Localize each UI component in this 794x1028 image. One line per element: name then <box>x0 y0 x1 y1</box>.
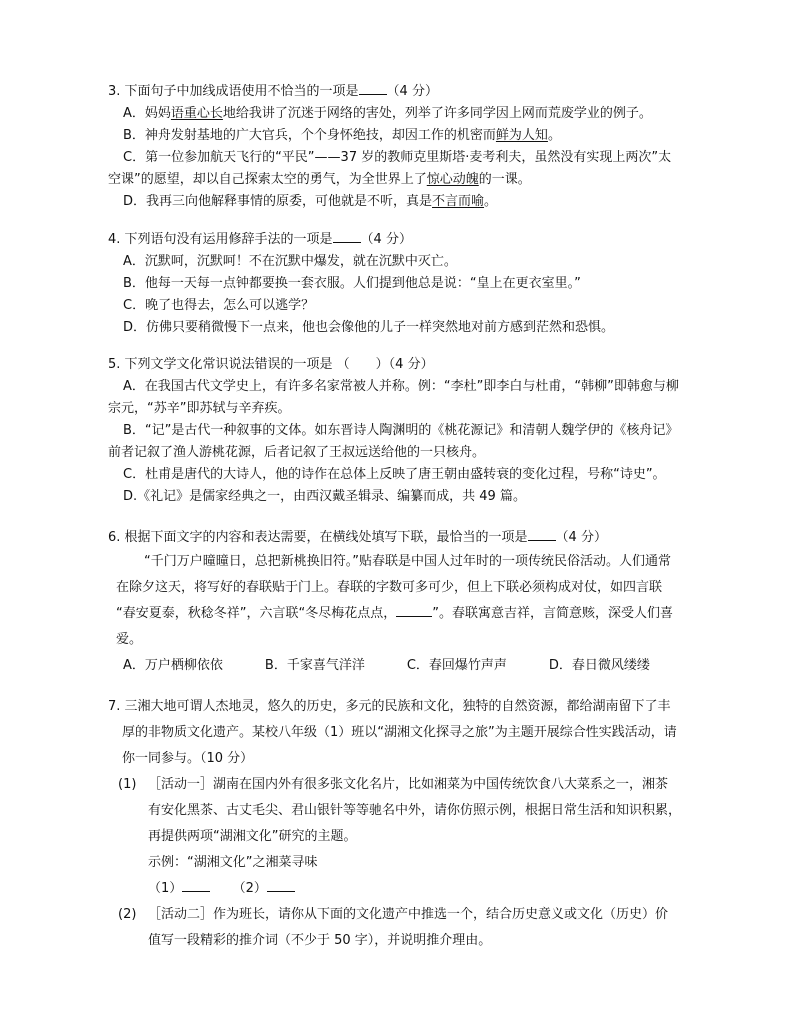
question-3-score: （4 分） <box>386 84 438 99</box>
question-4-stem <box>108 228 708 251</box>
option-c: C．晚了也得去，怎么可以逃学？ <box>123 298 315 313</box>
option-d: D．春日微风缕缕 <box>548 658 650 673</box>
answer-line: （1） （2） <box>148 876 708 902</box>
part-text: ［活动二］作为班长，请你从下面的文化遗产中推选一个，结合历史意义或文化（历史）价 <box>148 907 669 922</box>
option-d: D.《礼记》是儒家经典之一，由西汉戴圣辑录、编纂而成，共 49 篇。 <box>123 489 526 504</box>
option-d: D．仿佛只要稍微慢下一点来，他也会像他的儿子一样突然地对前方感到茫然和恐惧。 <box>123 320 615 335</box>
part-text: 再提供两项“湖湘文化”研究的主题。 <box>148 829 357 844</box>
question-6-text: 6. 根据下面文字的内容和表达需要，在横线处填写下联，最恰当的一项是 <box>108 530 528 545</box>
question-5 <box>108 354 708 508</box>
question-6-stem <box>108 526 708 549</box>
question-3 <box>108 80 708 213</box>
part-text: 有安化黑茶、古丈毛尖、君山银针等等驰名中外，请你仿照示例，根据日常生活和知识积累， <box>148 803 682 818</box>
question-6 <box>108 526 708 679</box>
option-a: A．在我国古代文学史上，有许多名家常被人并称。例：“李杜”即李白与杜甫，“韩柳”即韩愈与柳 <box>123 379 679 394</box>
option-c: C．第一位参加航天飞行的“平民”——37 岁的教师克里斯塔·麦考利夫，虽然没有实现上两次”太 <box>123 150 672 165</box>
option-a: A．沉默呵，沉默呵！不在沉默中爆发，就在沉默中灭亡。 <box>123 254 457 269</box>
option-c: C．春回爆竹声声 <box>406 658 507 673</box>
option-b-continued: 前者记叙了渔人游桃花源，后者记叙了王叔远送给他的一只核舟。 <box>108 445 486 460</box>
option-b: B．他每一天每一点钟都要换一套衣服。人们提到他总是说：“皇上在更衣室里。” <box>123 276 581 291</box>
answer-blank <box>528 526 556 541</box>
question-6-passage <box>108 549 708 653</box>
option-c: C．杜甫是唐代的大诗人，他的诗作在总体上反映了唐王朝由盛转衰的变化过程，号称“诗史”。 <box>123 467 666 482</box>
couplet-blank <box>396 602 432 617</box>
answer-blank-1 <box>182 877 210 892</box>
passage-line: “春安夏泰，秋稔冬祥”，六言联“冬尽梅花点点， ”。春联寓意吉祥，言简意赅，深受人们喜 <box>116 601 708 627</box>
question-4-score: （4 分） <box>360 232 412 247</box>
question-7-part-2 <box>118 902 708 954</box>
question-7-part-1 <box>118 772 708 902</box>
question-5-stem: 5. 下列文学文化常识说法错误的一项是 （ ）（4 分） <box>108 357 434 372</box>
answer-blank <box>359 80 387 95</box>
question-7-line: 你一同参与。（10 分） <box>122 751 254 766</box>
passage-line: “千门万户曈曈日，总把新桃换旧符。”贴春联是中国人过年时的一项传统民俗活动。人们通常 <box>144 554 671 569</box>
passage-line: 爱。 <box>116 632 143 647</box>
question-3-text: 3. 下面句子中加线成语使用不恰当的一项是 <box>108 84 359 99</box>
answer-blank-2 <box>267 877 295 892</box>
underlined-idiom: 鲜为人知 <box>495 128 548 143</box>
option-d: D．我再三向他解释事情的原委，可他就是不听，真是不言而喻。 <box>123 194 498 209</box>
question-7-line: 7. 三湘大地可谓人杰地灵，悠久的历史，多元的民族和文化，独特的自然资源，都给湖南留下了丰 <box>108 699 671 714</box>
part-number: (1) <box>118 777 137 792</box>
underlined-idiom: 惊心动魄 <box>426 172 479 187</box>
option-b: B．“记”是古代一种叙事的文体。如东晋诗人陶渊明的《桃花源记》和清朝人魏学伊的《核舟记》 <box>123 423 679 438</box>
underlined-idiom: 语重心长 <box>170 106 223 121</box>
option-a: A．万户栖柳依依 <box>123 658 223 673</box>
question-6-score: （4 分） <box>555 530 607 545</box>
part-number: (2) <box>118 907 137 922</box>
part-text: ［活动一］湖南在国内外有很多张文化名片，比如湘菜为中国传统饮食八大菜系之一，湘茶 <box>148 777 669 792</box>
question-7 <box>108 694 708 772</box>
underlined-idiom: 不言而喻 <box>432 194 485 209</box>
question-6-options <box>108 653 708 679</box>
option-b: B．神舟发射基地的广大官兵，个个身怀绝技，却因工作的机密而鲜为人知。 <box>123 128 561 143</box>
question-4 <box>108 228 708 339</box>
question-4-text: 4. 下列语句没有运用修辞手法的一项是 <box>108 232 333 247</box>
part-text: 值写一段精彩的推介词（不少于 50 字），并说明推介理由。 <box>148 933 492 948</box>
question-7-line: 厚的非物质文化遗产。某校八年级（1）班以“湖湘文化探寻之旅”为主题开展综合性实践活动，请 <box>122 725 677 740</box>
example-text: 示例：“湖湘文化”之湘菜寻味 <box>148 855 318 870</box>
passage-line: 在除夕这天，将写好的春联贴于门上。春联的字数可多可少，但上下联必须构成对仗，如四言联 <box>116 580 663 595</box>
option-b: B．千家喜气洋洋 <box>264 658 365 673</box>
option-c-continued: 空课”的愿望，却以自己探索太空的勇气，为全世界上了惊心动魄的一课。 <box>108 172 531 187</box>
question-3-stem <box>108 80 708 103</box>
answer-blank <box>333 228 361 243</box>
option-a-continued: 宗元，“苏辛”即苏轼与辛弃疾。 <box>108 401 291 416</box>
option-a: A．妈妈语重心长地给我讲了沉迷于网络的害处，列举了许多同学因上网而荒废学业的例子。 <box>123 106 652 121</box>
